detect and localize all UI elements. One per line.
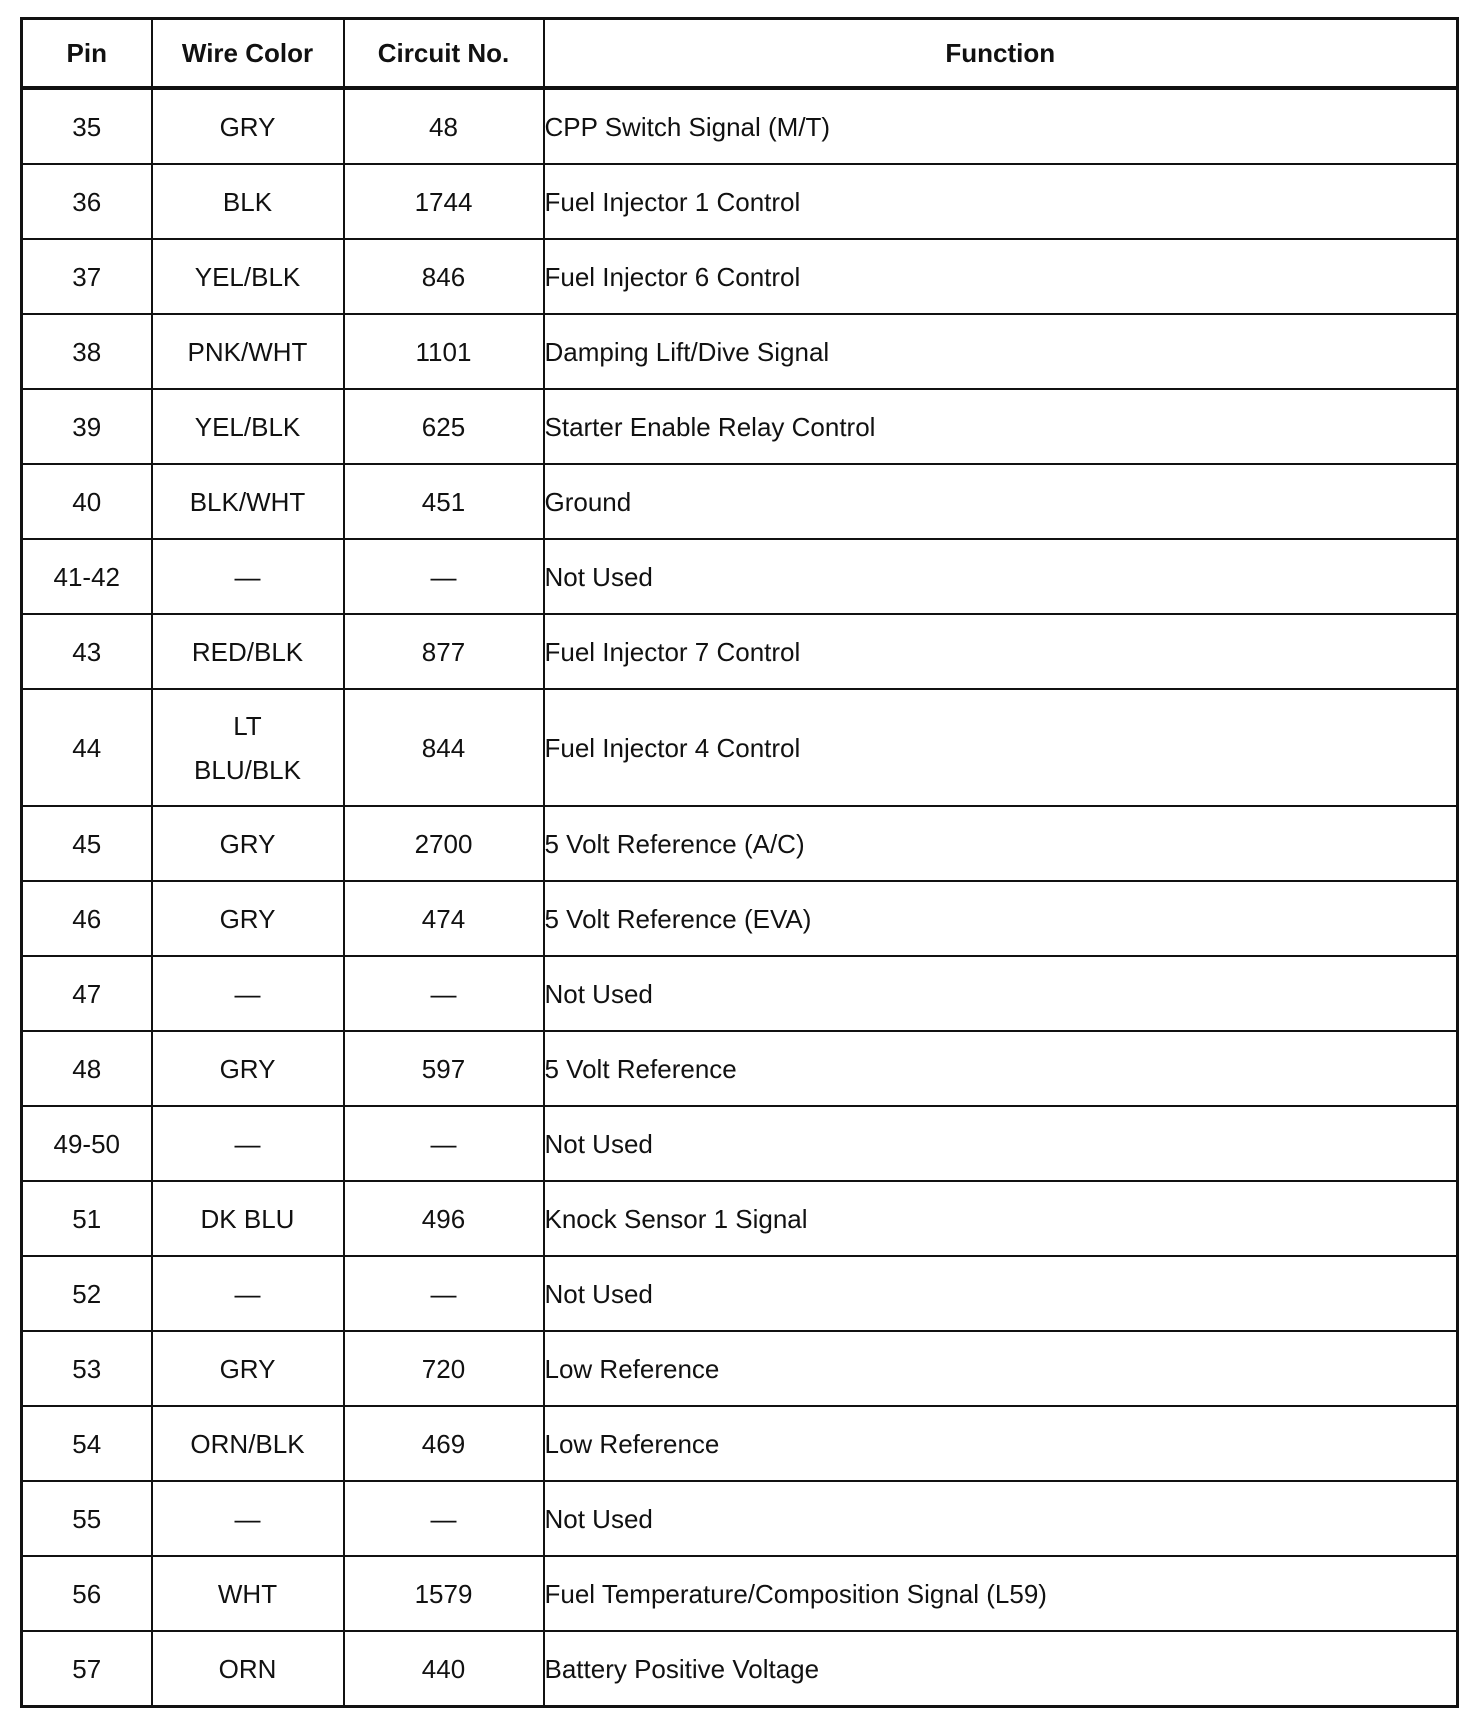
pin-cell: 56 bbox=[22, 1556, 152, 1631]
pin-cell: 48 bbox=[22, 1031, 152, 1106]
table-row bbox=[22, 1181, 1458, 1256]
wire-color-text: — bbox=[234, 1278, 261, 1309]
circuit-no-cell: 625 bbox=[344, 389, 544, 464]
wire-color-text: ORN bbox=[218, 1653, 277, 1684]
function-cell: 5 Volt Reference (EVA) bbox=[544, 881, 1458, 956]
function-cell: Low Reference bbox=[544, 1406, 1458, 1481]
pin-cell: 45 bbox=[22, 806, 152, 881]
circuit-no-cell: 496 bbox=[344, 1181, 544, 1256]
wire-color-text: GRY bbox=[219, 828, 276, 859]
circuit-no-cell: 844 bbox=[344, 689, 544, 806]
wire-color-cell bbox=[152, 956, 344, 1031]
pin-cell: 49-50 bbox=[22, 1106, 152, 1181]
wire-color-cell bbox=[152, 881, 344, 956]
wire-color-text: — bbox=[234, 561, 261, 592]
circuit-no-cell: 474 bbox=[344, 881, 544, 956]
circuit-no-cell: 597 bbox=[344, 1031, 544, 1106]
table-row bbox=[22, 464, 1458, 539]
pin-cell: 43 bbox=[22, 614, 152, 689]
circuit-no-cell: — bbox=[344, 1106, 544, 1181]
function-cell: Not Used bbox=[544, 1256, 1458, 1331]
table-row bbox=[22, 1481, 1458, 1556]
circuit-no-cell: — bbox=[344, 539, 544, 614]
wire-color-cell bbox=[152, 1331, 344, 1406]
wire-color-text: WHT bbox=[217, 1578, 278, 1609]
pin-cell: 57 bbox=[22, 1631, 152, 1707]
function-cell: Ground bbox=[544, 464, 1458, 539]
table-row bbox=[22, 389, 1458, 464]
circuit-no-cell: 440 bbox=[344, 1631, 544, 1707]
pin-cell: 39 bbox=[22, 389, 152, 464]
function-cell: Battery Positive Voltage bbox=[544, 1631, 1458, 1707]
pin-cell: 41-42 bbox=[22, 539, 152, 614]
pin-cell: 51 bbox=[22, 1181, 152, 1256]
wire-color-cell bbox=[152, 1031, 344, 1106]
circuit-no-cell: 1101 bbox=[344, 314, 544, 389]
pin-cell: 46 bbox=[22, 881, 152, 956]
function-cell: Not Used bbox=[544, 539, 1458, 614]
wire-color-cell bbox=[152, 1406, 344, 1481]
function-cell: Damping Lift/Dive Signal bbox=[544, 314, 1458, 389]
function-cell: CPP Switch Signal (M/T) bbox=[544, 88, 1458, 164]
circuit-no-cell: — bbox=[344, 1481, 544, 1556]
pin-cell: 40 bbox=[22, 464, 152, 539]
table-row bbox=[22, 1031, 1458, 1106]
function-cell: Not Used bbox=[544, 1106, 1458, 1181]
circuit-no-cell: — bbox=[344, 1256, 544, 1331]
pin-cell: 44 bbox=[22, 689, 152, 806]
wire-color-cell bbox=[152, 539, 344, 614]
wire-color-cell bbox=[152, 614, 344, 689]
wire-color-text: BLU/BLK bbox=[194, 754, 301, 785]
header-wire-color: Wire Color bbox=[152, 19, 344, 89]
wire-color-cell bbox=[152, 1106, 344, 1181]
pin-cell: 55 bbox=[22, 1481, 152, 1556]
circuit-no-cell: 2700 bbox=[344, 806, 544, 881]
wire-color-text: — bbox=[234, 1128, 261, 1159]
table-row bbox=[22, 239, 1458, 314]
wire-color-text: GRY bbox=[219, 1053, 276, 1084]
wire-color-cell bbox=[152, 1256, 344, 1331]
circuit-no-cell: 469 bbox=[344, 1406, 544, 1481]
function-cell: Not Used bbox=[544, 1481, 1458, 1556]
header-circuit-no: Circuit No. bbox=[344, 19, 544, 89]
wire-color-cell bbox=[152, 806, 344, 881]
function-cell: Knock Sensor 1 Signal bbox=[544, 1181, 1458, 1256]
wire-color-text: DK BLU bbox=[200, 1203, 295, 1234]
table-row bbox=[22, 956, 1458, 1031]
function-cell: Fuel Injector 1 Control bbox=[544, 164, 1458, 239]
wire-color-cell bbox=[152, 314, 344, 389]
function-cell: Low Reference bbox=[544, 1331, 1458, 1406]
table-row bbox=[22, 1406, 1458, 1481]
wire-color-text: — bbox=[234, 978, 261, 1009]
function-cell: Fuel Injector 7 Control bbox=[544, 614, 1458, 689]
circuit-no-cell: 1744 bbox=[344, 164, 544, 239]
table-body bbox=[22, 88, 1458, 1707]
wire-color-cell bbox=[152, 1631, 344, 1707]
pin-cell: 36 bbox=[22, 164, 152, 239]
table-row bbox=[22, 1331, 1458, 1406]
function-cell: Fuel Temperature/Composition Signal (L59) bbox=[544, 1556, 1458, 1631]
wire-color-text: BLK bbox=[222, 186, 273, 217]
circuit-no-cell: 451 bbox=[344, 464, 544, 539]
table-row bbox=[22, 539, 1458, 614]
function-cell: Starter Enable Relay Control bbox=[544, 389, 1458, 464]
wire-color-cell bbox=[152, 239, 344, 314]
header-row bbox=[22, 19, 1458, 89]
pinout-table bbox=[20, 17, 1459, 1708]
table-row bbox=[22, 689, 1458, 806]
wire-color-text: LT bbox=[233, 710, 262, 741]
pin-cell: 37 bbox=[22, 239, 152, 314]
function-cell: 5 Volt Reference (A/C) bbox=[544, 806, 1458, 881]
wire-color-cell bbox=[152, 164, 344, 239]
circuit-no-cell: — bbox=[344, 956, 544, 1031]
table-row bbox=[22, 314, 1458, 389]
wire-color-text: YEL/BLK bbox=[194, 411, 301, 442]
circuit-no-cell: 48 bbox=[344, 88, 544, 164]
wire-color-text: YEL/BLK bbox=[194, 261, 301, 292]
table-row bbox=[22, 88, 1458, 164]
pin-cell: 52 bbox=[22, 1256, 152, 1331]
table-header bbox=[22, 19, 1458, 89]
circuit-no-cell: 1579 bbox=[344, 1556, 544, 1631]
wire-color-text: RED/BLK bbox=[191, 636, 304, 667]
wire-color-cell bbox=[152, 88, 344, 164]
table-row bbox=[22, 1256, 1458, 1331]
wire-color-text: ORN/BLK bbox=[190, 1428, 305, 1459]
pin-cell: 35 bbox=[22, 88, 152, 164]
circuit-no-cell: 720 bbox=[344, 1331, 544, 1406]
table-row bbox=[22, 1631, 1458, 1707]
wire-color-cell bbox=[152, 1181, 344, 1256]
function-cell: Fuel Injector 6 Control bbox=[544, 239, 1458, 314]
function-cell: 5 Volt Reference bbox=[544, 1031, 1458, 1106]
wire-color-text: — bbox=[234, 1503, 261, 1534]
function-cell: Not Used bbox=[544, 956, 1458, 1031]
table-row bbox=[22, 881, 1458, 956]
function-cell: Fuel Injector 4 Control bbox=[544, 689, 1458, 806]
header-pin: Pin bbox=[22, 19, 152, 89]
wire-color-cell bbox=[152, 689, 344, 806]
table-row bbox=[22, 1106, 1458, 1181]
circuit-no-cell: 877 bbox=[344, 614, 544, 689]
wire-color-text: BLK/WHT bbox=[189, 486, 306, 517]
table-row bbox=[22, 164, 1458, 239]
wire-color-text: GRY bbox=[219, 111, 276, 142]
wire-color-cell bbox=[152, 1481, 344, 1556]
wire-color-cell bbox=[152, 389, 344, 464]
table-row bbox=[22, 1556, 1458, 1631]
pin-cell: 54 bbox=[22, 1406, 152, 1481]
wire-color-cell bbox=[152, 464, 344, 539]
wire-color-text: GRY bbox=[219, 903, 276, 934]
wire-color-text: PNK/WHT bbox=[187, 336, 308, 367]
header-function: Function bbox=[544, 19, 1458, 89]
pin-cell: 38 bbox=[22, 314, 152, 389]
wire-color-cell bbox=[152, 1556, 344, 1631]
circuit-no-cell: 846 bbox=[344, 239, 544, 314]
wire-color-text: GRY bbox=[219, 1353, 276, 1384]
pin-cell: 53 bbox=[22, 1331, 152, 1406]
table-row bbox=[22, 614, 1458, 689]
pin-cell: 47 bbox=[22, 956, 152, 1031]
table-row bbox=[22, 806, 1458, 881]
